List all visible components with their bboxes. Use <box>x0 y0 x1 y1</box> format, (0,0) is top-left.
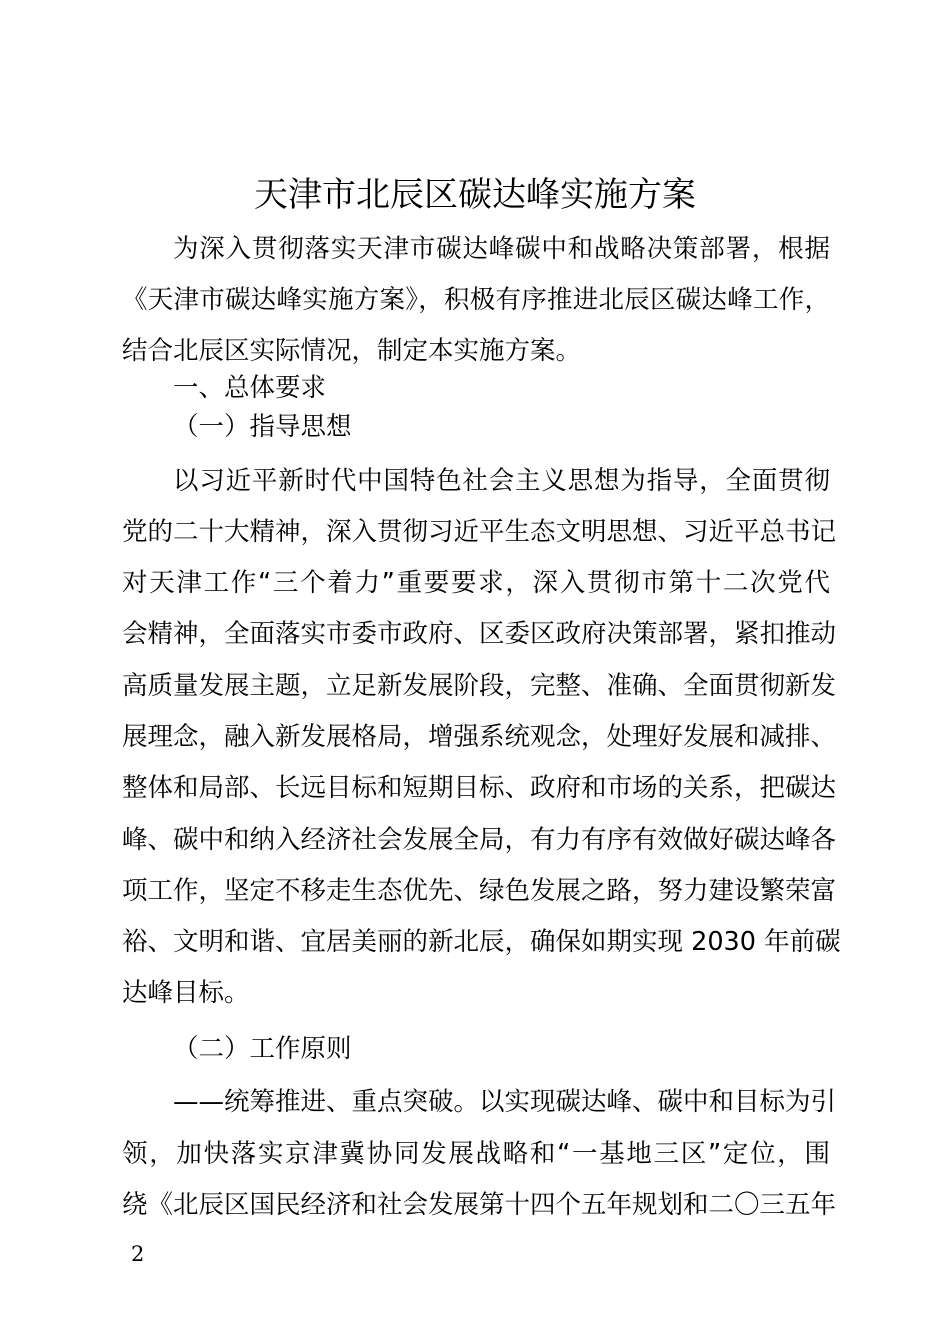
subsection-heading-guiding-thought: （一）指导思想 <box>173 412 352 442</box>
intro-line: 结合北辰区实际情况，制定本实施方案。 <box>122 336 582 366</box>
paragraph-line: 领，加快落实京津冀协同发展战略和“一基地三区”定位，围 <box>122 1139 830 1169</box>
paragraph-line: 绕《北辰区国民经济和社会发展第十四个五年规划和二〇三五年 <box>122 1190 837 1220</box>
paragraph-line: 会精神，全面落实市委市政府、区委区政府决策部署，紧扣推动 <box>122 619 837 649</box>
intro-line: 为深入贯彻落实天津市碳达峰碳中和战略决策部署，根据 <box>173 234 830 264</box>
page-number: 2 <box>131 1242 145 1266</box>
paragraph-line: 达峰目标。 <box>122 978 250 1008</box>
paragraph-line: 党的二十大精神，深入贯彻习近平生态文明思想、习近平总书记 <box>122 517 837 547</box>
paragraph-line: 裕、文明和谐、宜居美丽的新北辰，确保如期实现 2030 年前碳 <box>122 927 841 957</box>
paragraph-line: 展理念，融入新发展格局，增强系统观念，处理好发展和减排、 <box>122 722 837 752</box>
paragraph-line: 对天津工作“三个着力”重要要求，深入贯彻市第十二次党代 <box>122 568 830 598</box>
paragraph-line: 峰、碳中和纳入经济社会发展全局，有力有序有效做好碳达峰各 <box>122 825 837 855</box>
section-heading-overall-requirements: 一、总体要求 <box>173 373 327 403</box>
paragraph-line: 整体和局部、长远目标和短期目标、政府和市场的关系，把碳达 <box>122 773 837 803</box>
subsection-heading-work-principles: （二）工作原则 <box>173 1034 352 1064</box>
paragraph-line: 以习近平新时代中国特色社会主义思想为指导，全面贯彻 <box>173 466 830 496</box>
intro-line: 《天津市碳达峰实施方案》，积极有序推进北辰区碳达峰工作， <box>122 285 830 315</box>
document-title: 天津市北辰区碳达峰实施方案 <box>254 175 696 215</box>
paragraph-line: 高质量发展主题，立足新发展阶段，完整、准确、全面贯彻新发 <box>122 671 837 701</box>
paragraph-line: 项工作，坚定不移走生态优先、绿色发展之路，努力建设繁荣富 <box>122 876 837 906</box>
paragraph-line: ——统筹推进、重点突破。以实现碳达峰、碳中和目标为引 <box>173 1087 837 1117</box>
